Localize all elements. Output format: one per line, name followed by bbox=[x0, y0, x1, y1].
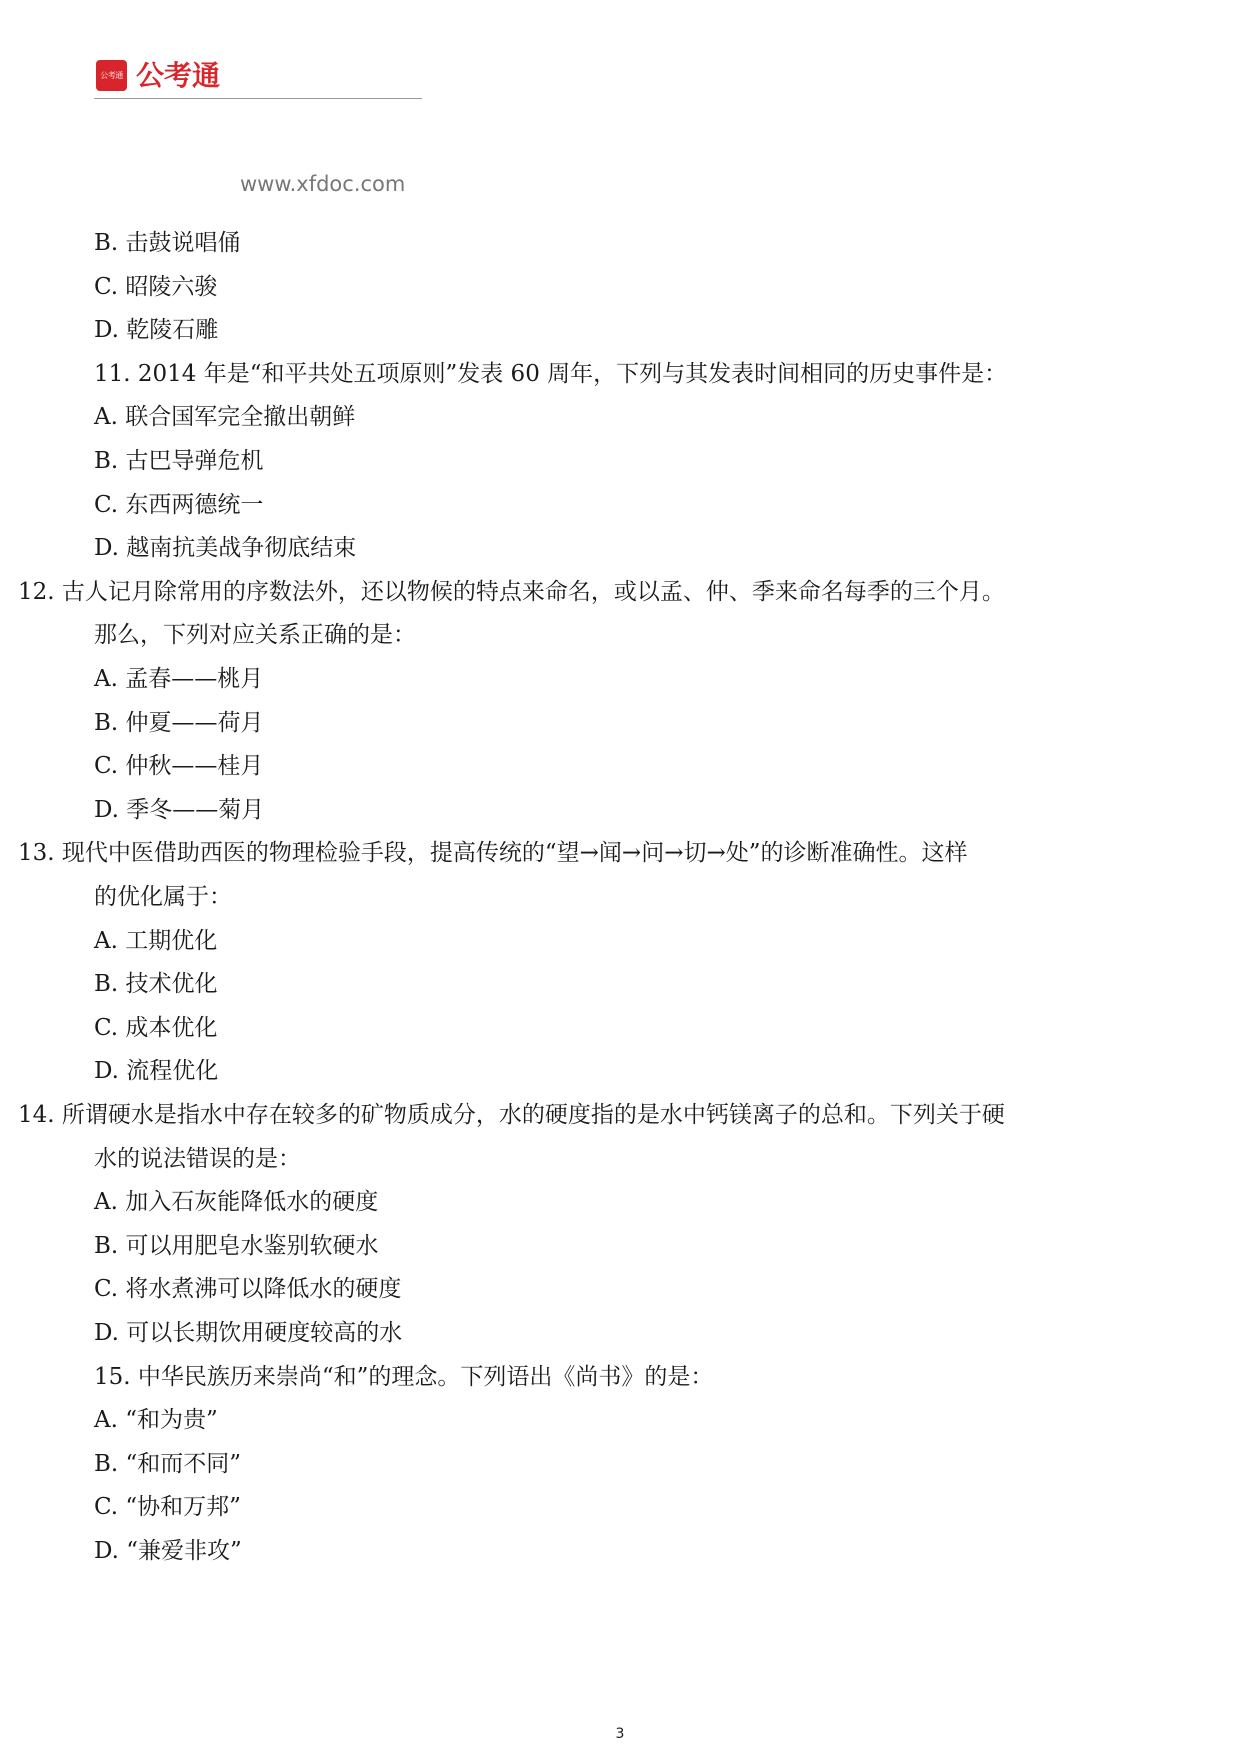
question-14: 14. 所谓硬水是指水中存在较多的矿物质成分，水的硬度指的是水中钙镁离子的总和。下列关于硬 bbox=[18, 1102, 1005, 1128]
option-line: C. 将水煮沸可以降低水的硬度 bbox=[94, 1276, 402, 1302]
option-line: C. “协和万邦” bbox=[94, 1494, 241, 1520]
option-line: B. 古巴导弹危机 bbox=[94, 448, 264, 474]
logo-badge: 公考通 bbox=[96, 60, 127, 91]
option-line: B. 仲夏——荷月 bbox=[94, 710, 264, 736]
option-line: A. 孟春——桃月 bbox=[94, 666, 264, 692]
option-line: A. 工期优化 bbox=[94, 928, 218, 954]
option-line: B. “和而不同” bbox=[94, 1451, 242, 1477]
option-line: D. 乾陵石雕 bbox=[94, 317, 219, 343]
option-line: B. 击鼓说唱俑 bbox=[94, 230, 241, 256]
question-continuation: 水的说法错误的是： bbox=[94, 1146, 301, 1172]
question-12: 12. 古人记月除常用的序数法外，还以物候的特点来命名，或以孟、仲、季来命名每季的三个月。 bbox=[18, 579, 1005, 605]
question-continuation: 那么，下列对应关系正确的是： bbox=[94, 622, 416, 648]
option-line: D. 流程优化 bbox=[94, 1058, 219, 1084]
page-header bbox=[94, 58, 422, 99]
option-line: D. “兼爱非攻” bbox=[94, 1538, 242, 1564]
question-continuation: 的优化属于： bbox=[94, 884, 232, 910]
option-line: C. 成本优化 bbox=[94, 1015, 218, 1041]
option-line: A. “和为贵” bbox=[94, 1407, 218, 1433]
question-13: 13. 现代中医借助西医的物理检验手段，提高传统的“望→闻→问→切→处”的诊断准确性。这样 bbox=[18, 840, 968, 866]
option-line: C. 东西两德统一 bbox=[94, 492, 264, 518]
watermark-url: www.xfdoc.com bbox=[240, 172, 406, 196]
option-line: A. 加入石灰能降低水的硬度 bbox=[94, 1189, 379, 1215]
question-15: 15. 中华民族历来崇尚“和”的理念。下列语出《尚书》的是： bbox=[94, 1364, 714, 1390]
option-line: B. 可以用肥皂水鉴别软硬水 bbox=[94, 1233, 379, 1259]
option-line: C. 昭陵六骏 bbox=[94, 274, 218, 300]
option-line: D. 可以长期饮用硬度较高的水 bbox=[94, 1320, 403, 1346]
logo-text: 公考通 bbox=[136, 59, 221, 92]
page-number: 3 bbox=[615, 1726, 625, 1742]
option-line: C. 仲秋——桂月 bbox=[94, 753, 264, 779]
option-line: A. 联合国军完全撤出朝鲜 bbox=[94, 404, 356, 430]
option-line: B. 技术优化 bbox=[94, 971, 218, 997]
question-11: 11. 2014 年是“和平共处五项原则”发表 60 周年，下列与其发表时间相同的历史事件是： bbox=[94, 361, 1008, 387]
option-line: D. 季冬——菊月 bbox=[94, 797, 265, 823]
option-line: D. 越南抗美战争彻底结束 bbox=[94, 535, 357, 561]
